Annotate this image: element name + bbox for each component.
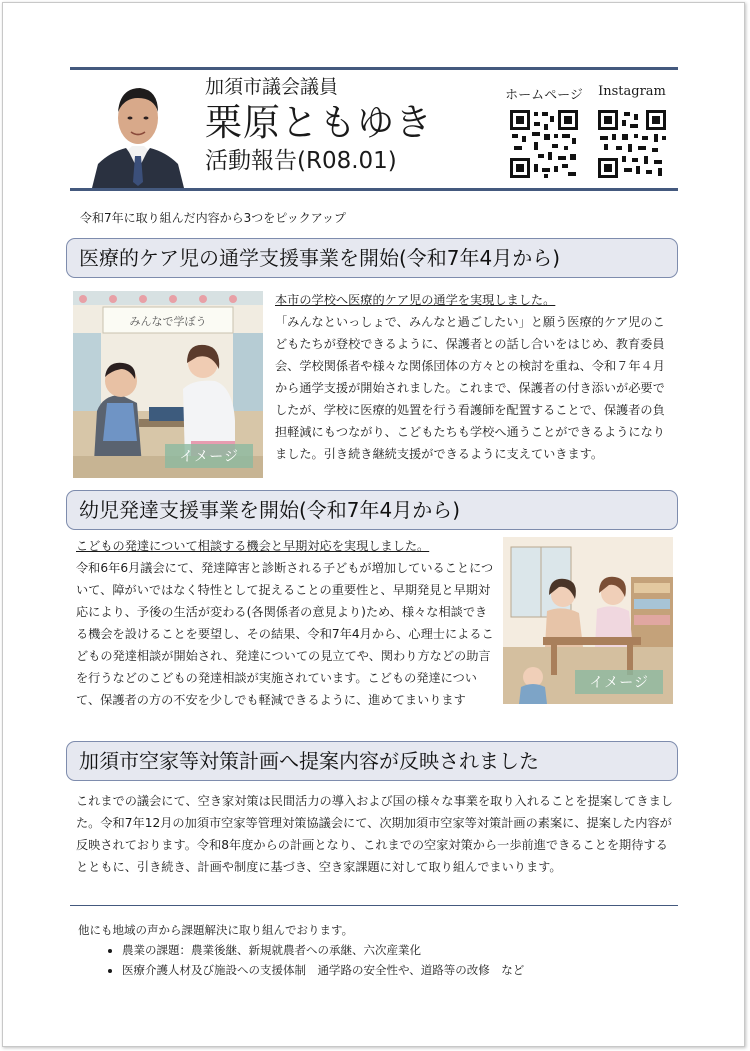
- section-2-image: [503, 537, 673, 704]
- section-3-text: [76, 790, 676, 878]
- intro-text: 令和7年に取り組んだ内容から3つをピックアップ: [80, 211, 346, 225]
- section-3-title: 加須市空家等対策計画へ提案内容が反映されました: [66, 741, 678, 781]
- section-1-image: [73, 291, 263, 478]
- other-item: • 農業の課題：農業後継、新規就農者への承継、六次産業化: [122, 940, 524, 960]
- councilor-name: 栗原ともゆき: [205, 101, 433, 144]
- header-titles: [205, 72, 433, 176]
- homepage-qr-code[interactable]: [508, 108, 580, 180]
- section-2-lead: こどもの発達について相談する機会と早期対応を実現しました。: [76, 539, 430, 553]
- instagram-qr-code[interactable]: [596, 108, 668, 180]
- section-1-body: 「みんなといっしょで、みんなと過ごしたい」と願う医療的ケア児のこどもたちが登校できるように、保護者との話し合いをはじめ、教育委員会、学校関係者や様々な関係団体の方々との検討を重ね、令和７年４月から通学支援が開始されました。これまで、保護者の付き添いが必要でしたが、学校に医療的処置を行う看護師を配置することで、保護者の負担軽減にもつながり、こどもたちも学校へ通うことができるようになりました。引き続き継続支援ができるように支えていきます。: [275, 315, 665, 461]
- instagram-qr-block[interactable]: [588, 84, 676, 180]
- section-1-text: [275, 289, 675, 465]
- instagram-qr-label: Instagram: [598, 84, 666, 99]
- header-bottom-rule: [70, 188, 678, 191]
- section-1-lead: 本市の学校へ医療的ケア児の通学を実現しました。: [275, 293, 556, 307]
- other-item: • 医療介護人材及び施設への支援体制 通学路の安全性や、道路等の改修 など: [122, 960, 524, 980]
- other-intro: 他にも地域の声から課題解決に取り組んでおります。: [78, 923, 354, 937]
- footer-divider: [70, 905, 678, 906]
- classroom-board-text: みんなで学ぼう: [129, 315, 207, 328]
- councilor-role: 加須市議会議員: [205, 76, 339, 98]
- section-2-text: [76, 535, 496, 711]
- report-title: 活動報告(R08.01): [205, 148, 397, 174]
- councilor-portrait: [88, 72, 188, 188]
- section-2-body: 令和6年6月議会にて、発達障害と診断される子どもが増加していることについて、障がいではなく特性として捉えることの重要性と、早期発見と早期対応により、予後の生活が変わる(各関係者の意見より)ため、様々な相談できる機会を設けることを要望し、その結果、令和7年4月から、心理士によるこどもの発達相談が開始され、発達についての見立てや、関わり方などの助言を行うなどのこどもの発達相談が実施されています。こどもの発達について、保護者の方の不安を少しでも軽減できるように、進めてまいります: [76, 561, 494, 707]
- section-1-title: 医療的ケア児の通学支援事業を開始(令和7年4月から): [66, 238, 678, 278]
- other-list: [78, 940, 524, 980]
- homepage-qr-label: ホームページ: [505, 88, 583, 103]
- section-2-title: 幼児発達支援事業を開始(令和7年4月から): [66, 490, 678, 530]
- homepage-qr-block[interactable]: [494, 84, 594, 180]
- section-2-image-label: イメージ: [575, 670, 663, 694]
- other-initiatives: [78, 920, 524, 980]
- section-3-body: これまでの議会にて、空き家対策は民間活力の導入および国の様々な事業を取り入れることを提案してきました。令和7年12月の加須市空家等管理対策協議会にて、次期加須市空家等対策計画の素案に、提案した内容が反映されております。令和8年度からの計画となり、これまでの空家対策から一歩前進できることを期待するとともに、引き続き、計画や制度に基づき、空き家課題に対して取り組んでまいります。: [76, 794, 673, 874]
- section-1-image-label: イメージ: [165, 444, 253, 468]
- header-top-rule: [70, 67, 678, 70]
